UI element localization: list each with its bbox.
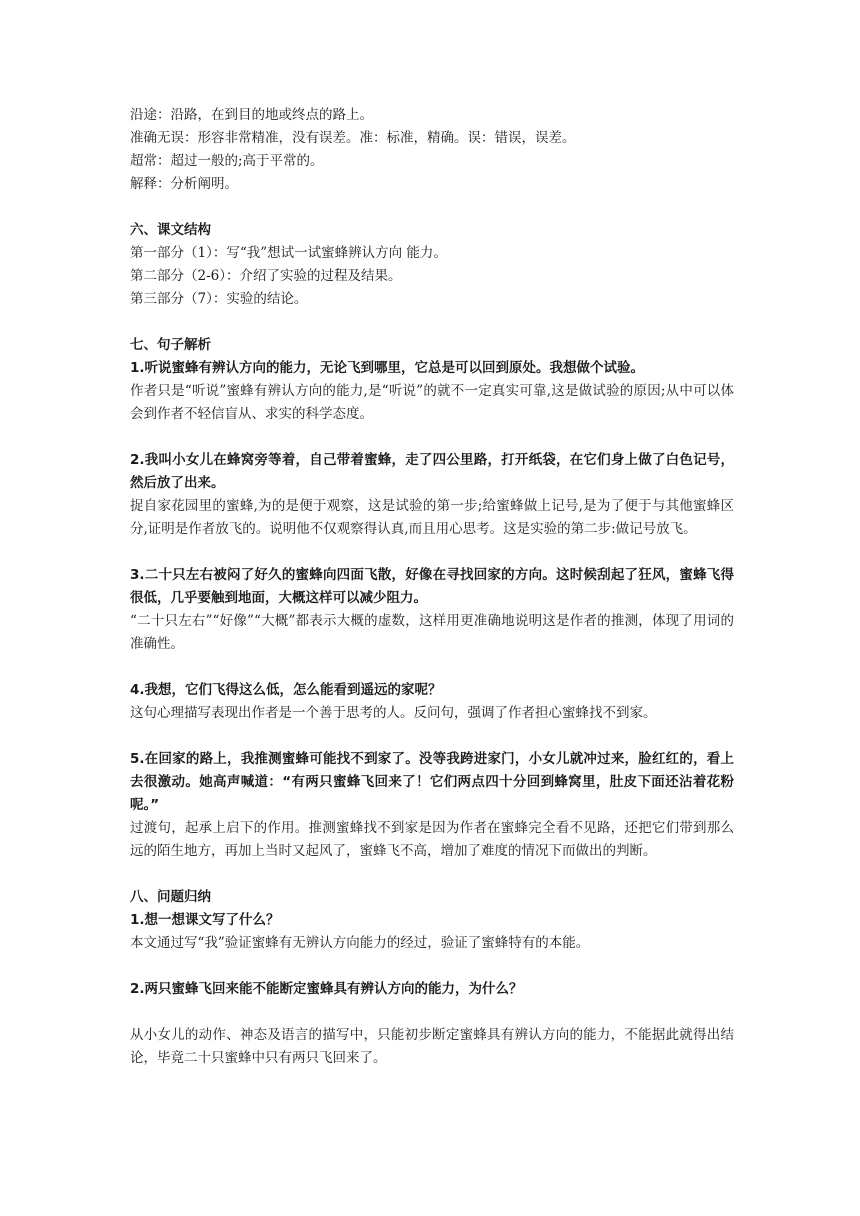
question-answer: 从小女儿的动作、神态及语言的描写中，只能初步断定蜜蜂具有辨认方向的能力，不能据此就得出结论，毕竟二十只蜜蜂中只有两只飞回来了。 [130, 1027, 734, 1066]
structure-line: 第二部分（2-6）：介绍了实验的过程及结果。 [130, 268, 402, 284]
structure-line: 第三部分（7）：实验的结论。 [130, 291, 308, 307]
sentence-question: 2.我叫小女儿在蜂窝旁等着，自己带着蜜蜂，走了四公里路，打开纸袋，在它们身上做了白色记号，然后放了出来。 [130, 452, 734, 491]
vocab-line: 超常：超过一般的;高于平常的。 [130, 153, 324, 169]
sentence-question: 4.我想，它们飞得这么低，怎么能看到遥远的家呢？ [130, 682, 442, 698]
question-answer: 本文通过写“我”验证蜜蜂有无辨认方向能力的经过，验证了蜜蜂特有的本能。 [130, 935, 590, 951]
sentence-analysis: 作者只是“听说”蜜蜂有辨认方向的能力,是“听说”的就不一定真实可靠,这是做试验的原因;从中可以体会到作者不轻信盲从、求实的科学态度。 [130, 383, 734, 422]
sentence-analysis: 过渡句，起承上启下的作用。推测蜜蜂找不到家是因为作者在蜜蜂完全看不见路，还把它们带到那么远的陌生地方，再加上当时又起风了，蜜蜂飞不高，增加了难度的情况下而做出的判断。 [130, 820, 734, 859]
sentence-question: 5.在回家的路上，我推测蜜蜂可能找不到家了。没等我跨进家门，小女儿就冲过来，脸红红的，看上去很激动。她高声喊道：“有两只蜜蜂飞回来了！它们两点四十分回到蜂窝里，肚皮下面还沾着花粉呢。” [130, 751, 734, 813]
sentence-question: 1.听说蜜蜂有辨认方向的能力，无论飞到哪里，它总是可以回到原处。我想做个试验。 [130, 360, 645, 376]
sentence-question: 3.二十只左右被闷了好久的蜜蜂向四面飞散，好像在寻找回家的方向。这时候刮起了狂风，蜜蜂飞得很低，几乎要触到地面，大概这样可以减少阻力。 [130, 567, 734, 606]
document-page [130, 104, 734, 1070]
vocab-line: 准确无误：形容非常精准，没有误差。准：标准，精确。误：错误，误差。 [130, 130, 576, 146]
sentence-analysis: 捉自家花园里的蜜蜂,为的是便于观察，这是试验的第一步;给蜜蜂做上记号,是为了便于与其他蜜蜂区分,证明是作者放飞的。说明他不仅观察得认真,而且用心思考。这是实验的第二步:做记号放飞。 [130, 498, 734, 537]
sentence-analysis: “二十只左右”“好像”“大概”都表示大概的虚数，这样用更准确地说明这是作者的推测，体现了用词的准确性。 [130, 613, 734, 652]
section-heading: 八、问题归纳 [130, 889, 211, 905]
vocab-line: 沿途：沿路，在到目的地或终点的路上。 [130, 107, 373, 123]
sentence-analysis: 这句心理描写表现出作者是一个善于思考的人。反问句，强调了作者担心蜜蜂找不到家。 [130, 705, 657, 721]
question-title: 1.想一想课文写了什么？ [130, 912, 280, 928]
question-title: 2.两只蜜蜂飞回来能不能断定蜜蜂具有辨认方向的能力，为什么？ [130, 981, 523, 997]
section-heading: 六、课文结构 [130, 222, 211, 238]
vocab-line: 解释：分析阐明。 [130, 176, 238, 192]
section-heading: 七、句子解析 [130, 337, 211, 353]
structure-line: 第一部分（1）：写“我”想试一试蜜蜂辨认方向 能力。 [130, 245, 447, 261]
